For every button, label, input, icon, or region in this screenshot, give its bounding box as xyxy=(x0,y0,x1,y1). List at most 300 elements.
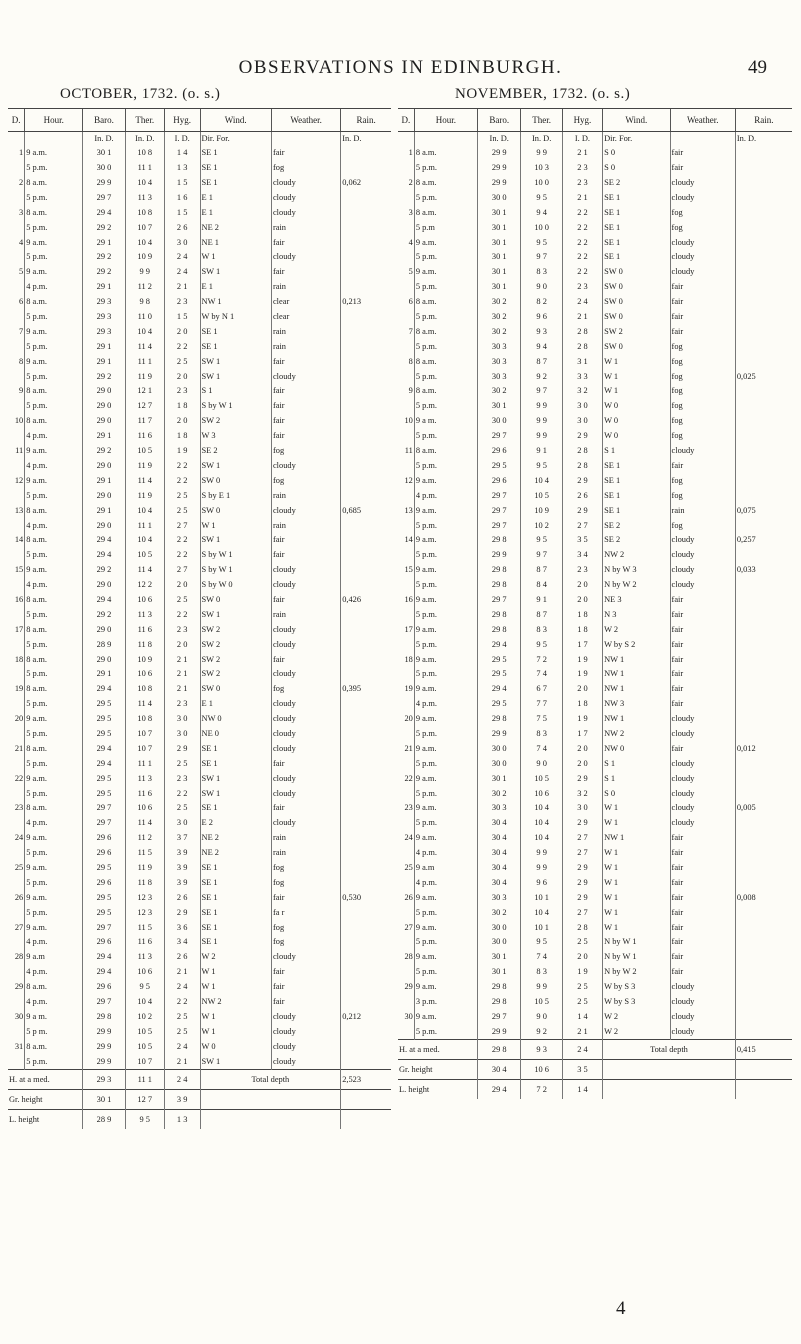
wind-cell: SE 1 xyxy=(603,191,670,206)
hyg-cell: 2 5 xyxy=(164,593,200,608)
day-cell xyxy=(8,995,25,1010)
wind-cell: SW 0 xyxy=(603,340,670,355)
table-row xyxy=(398,563,792,578)
hour-cell: 5 p.m. xyxy=(25,846,83,861)
weather-cell: cloudy xyxy=(271,503,340,518)
table-row xyxy=(8,801,391,816)
hour-cell: 9 a m. xyxy=(414,414,477,429)
day-cell xyxy=(8,697,25,712)
hyg-cell: 1 5 xyxy=(164,176,200,191)
day-cell: 26 xyxy=(404,892,413,902)
rain-cell xyxy=(341,846,391,861)
baro-cell: 29 4 xyxy=(83,682,125,697)
wind-cell: NE 0 xyxy=(200,727,271,742)
table-row xyxy=(398,771,792,786)
baro-cell: 29 1 xyxy=(83,429,125,444)
hyg-cell: 1 6 xyxy=(164,191,200,206)
hour-cell: 5 p.m. xyxy=(414,161,477,176)
baro-cell: 29 5 xyxy=(83,861,125,876)
summary-label: H. at a med. xyxy=(398,1040,477,1060)
november-title: NOVEMBER, 1732. (o. s.) xyxy=(455,86,631,102)
rain-cell xyxy=(735,176,792,191)
hour-cell: 5 p m. xyxy=(25,1025,83,1040)
hyg-cell: 2 9 xyxy=(562,876,602,891)
hour-cell: 5 p.m. xyxy=(25,310,83,325)
weather-cell: fog xyxy=(271,444,340,459)
wind-cell: E 1 xyxy=(200,280,271,295)
day-cell: 22 xyxy=(14,773,24,783)
day-cell xyxy=(8,459,25,474)
ther-cell: 9 6 xyxy=(521,876,562,891)
rain-cell xyxy=(341,533,391,548)
ther-cell: 10 5 xyxy=(125,444,164,459)
table-row xyxy=(8,608,391,623)
col-wind-header: Wind. xyxy=(200,109,271,132)
table-row xyxy=(398,786,792,801)
hour-cell: 9 a.m. xyxy=(25,325,83,340)
hour-cell: 8 a.m. xyxy=(25,533,83,548)
rain-cell: 0,075 xyxy=(735,503,792,518)
day-cell xyxy=(398,161,414,176)
rain-cell xyxy=(341,801,391,816)
weather-cell: fair xyxy=(271,548,340,563)
rain-cell: 0,062 xyxy=(341,176,391,191)
hyg-cell: 3 0 xyxy=(164,727,200,742)
ther-cell: 10 2 xyxy=(521,518,562,533)
baro-cell: 30 3 xyxy=(477,801,521,816)
hyg-cell: 3 2 xyxy=(562,786,602,801)
wind-cell: N by W 2 xyxy=(603,578,670,593)
hyg-cell: 1 9 xyxy=(562,667,602,682)
hour-cell: 5 p.m. xyxy=(25,250,83,265)
ther-cell: 9 9 xyxy=(521,414,562,429)
hour-cell: 4 p.m. xyxy=(25,429,83,444)
weather-cell: fair xyxy=(271,891,340,906)
weather-cell: cloudy xyxy=(271,250,340,265)
weather-cell: cloudy xyxy=(271,1054,340,1069)
weather-cell: cloudy xyxy=(271,637,340,652)
weather-cell: rain xyxy=(271,608,340,623)
weather-cell: fog xyxy=(670,399,735,414)
hour-cell: 9 a.m. xyxy=(25,235,83,250)
weather-cell: fair xyxy=(670,935,735,950)
summary-hyg: 3 9 xyxy=(164,1090,200,1110)
table-row xyxy=(8,146,391,161)
weather-cell: fair xyxy=(670,697,735,712)
rain-unit: In. D. xyxy=(735,132,792,147)
ther-cell: 6 7 xyxy=(521,682,562,697)
rain-cell xyxy=(341,325,391,340)
wind-cell: SW 0 xyxy=(200,682,271,697)
ther-cell: 10 7 xyxy=(125,727,164,742)
table-row xyxy=(398,578,792,593)
summary-row xyxy=(398,1060,792,1080)
day-cell xyxy=(398,250,414,265)
day-cell: 11 xyxy=(404,446,413,456)
wind-cell: SW 1 xyxy=(200,369,271,384)
weather-cell: fog xyxy=(670,518,735,533)
baro-cell: 29 7 xyxy=(83,995,125,1010)
day-cell xyxy=(8,548,25,563)
table-row xyxy=(8,459,391,474)
hyg-cell: 2 2 xyxy=(164,533,200,548)
hyg-cell: 1 5 xyxy=(164,310,200,325)
rain-cell xyxy=(735,965,792,980)
hour-cell: 5 p.m. xyxy=(414,399,477,414)
day-cell xyxy=(398,518,414,533)
table-row xyxy=(398,191,792,206)
hour-cell: 9 a.m. xyxy=(414,682,477,697)
rain-cell xyxy=(735,548,792,563)
rain-cell xyxy=(341,399,391,414)
rain-cell xyxy=(341,608,391,623)
rain-cell xyxy=(735,429,792,444)
ther-cell: 11 4 xyxy=(125,816,164,831)
rain-cell xyxy=(341,935,391,950)
day-cell xyxy=(398,995,414,1010)
day-cell xyxy=(398,191,414,206)
table-row xyxy=(8,414,391,429)
day-cell xyxy=(398,876,414,891)
weather-cell: cloudy xyxy=(271,950,340,965)
hyg-cell: 2 1 xyxy=(562,191,602,206)
rain-cell xyxy=(341,518,391,533)
table-row xyxy=(398,935,792,950)
hour-cell: 5 p.m. xyxy=(414,905,477,920)
table-row xyxy=(398,757,792,772)
ther-cell: 11 1 xyxy=(125,354,164,369)
hyg-cell: 2 5 xyxy=(164,1025,200,1040)
day-cell xyxy=(8,786,25,801)
hyg-cell: 2 3 xyxy=(164,295,200,310)
table-row xyxy=(8,280,391,295)
day-cell: 1 xyxy=(408,148,413,158)
ther-cell: 11 5 xyxy=(125,920,164,935)
table-row xyxy=(8,712,391,727)
hour-cell: 9 a.m. xyxy=(414,474,477,489)
wind-cell: SW 0 xyxy=(603,310,670,325)
wind-cell: SE 1 xyxy=(200,891,271,906)
weather-cell: fog xyxy=(670,384,735,399)
baro-cell: 29 2 xyxy=(83,608,125,623)
ther-cell: 9 1 xyxy=(521,444,562,459)
weather-unit xyxy=(271,132,340,147)
baro-cell: 30 1 xyxy=(477,265,521,280)
hour-cell: 8 a.m. xyxy=(25,176,83,191)
wind-cell: S 1 xyxy=(603,444,670,459)
rain-cell xyxy=(341,727,391,742)
baro-cell: 29 5 xyxy=(477,459,521,474)
weather-cell: cloudy xyxy=(670,1010,735,1025)
baro-cell: 29 8 xyxy=(477,623,521,638)
ther-cell: 10 4 xyxy=(521,816,562,831)
hour-cell: 5 p.m. xyxy=(414,548,477,563)
hour-cell: 9 a.m. xyxy=(25,712,83,727)
hour-cell: 8 a.m. xyxy=(414,444,477,459)
summary-hyg: 1 3 xyxy=(164,1110,200,1130)
baro-cell: 29 0 xyxy=(83,623,125,638)
wind-cell: SW 2 xyxy=(200,667,271,682)
wind-cell: W 2 xyxy=(200,950,271,965)
baro-cell: 29 2 xyxy=(83,369,125,384)
summary-note: Total depth xyxy=(200,1070,341,1090)
rain-cell xyxy=(341,831,391,846)
ther-cell: 9 5 xyxy=(521,935,562,950)
rain-cell xyxy=(735,861,792,876)
rain-cell xyxy=(341,667,391,682)
rain-cell xyxy=(341,384,391,399)
table-row xyxy=(398,861,792,876)
summary-label: H. at a med. xyxy=(8,1070,83,1090)
hour-cell: 4 p.m. xyxy=(25,995,83,1010)
ther-cell: 11 2 xyxy=(125,280,164,295)
day-cell xyxy=(8,191,25,206)
weather-cell: rain xyxy=(271,325,340,340)
hyg-cell: 2 0 xyxy=(562,757,602,772)
hour-cell: 5 p.m. xyxy=(414,727,477,742)
baro-cell: 30 1 xyxy=(477,950,521,965)
baro-cell: 29 4 xyxy=(477,637,521,652)
ther-cell: 10 8 xyxy=(125,206,164,221)
wind-cell: W 1 xyxy=(200,980,271,995)
hyg-cell: 1 7 xyxy=(562,727,602,742)
wind-cell: SE 1 xyxy=(200,176,271,191)
table-row xyxy=(8,176,391,191)
day-cell xyxy=(398,548,414,563)
summary-baro: 30 4 xyxy=(477,1060,521,1080)
ther-cell: 8 7 xyxy=(521,354,562,369)
hyg-cell: 2 5 xyxy=(562,995,602,1010)
ther-cell: 11 9 xyxy=(125,861,164,876)
wind-cell: W 1 xyxy=(200,1010,271,1025)
rain-cell xyxy=(341,310,391,325)
weather-cell: cloudy xyxy=(271,697,340,712)
rain-cell xyxy=(735,384,792,399)
wind-cell: SE 1 xyxy=(603,459,670,474)
hour-cell: 5 p.m. xyxy=(414,459,477,474)
hour-cell: 3 p.m. xyxy=(414,995,477,1010)
hyg-cell: 2 3 xyxy=(164,384,200,399)
day-cell xyxy=(398,220,414,235)
wind-cell: NW 1 xyxy=(200,295,271,310)
ther-cell: 10 0 xyxy=(521,176,562,191)
day-cell: 4 xyxy=(19,237,24,247)
table-row xyxy=(8,354,391,369)
rain-cell xyxy=(735,235,792,250)
ther-cell: 9 9 xyxy=(521,861,562,876)
weather-cell: cloudy xyxy=(670,563,735,578)
table-row xyxy=(8,771,391,786)
summary-row xyxy=(8,1090,391,1110)
weather-cell: cloudy xyxy=(271,578,340,593)
summary-hyg: 2 4 xyxy=(562,1040,602,1060)
ther-cell: 7 2 xyxy=(521,652,562,667)
hyg-cell: 2 7 xyxy=(562,846,602,861)
wind-cell: SW 0 xyxy=(603,295,670,310)
day-cell xyxy=(8,876,25,891)
baro-cell: 29 9 xyxy=(477,146,521,161)
rain-cell: 0,033 xyxy=(735,563,792,578)
ther-cell: 8 3 xyxy=(521,965,562,980)
day-cell: 30 xyxy=(404,1011,413,1021)
baro-cell: 29 2 xyxy=(83,444,125,459)
wind-cell: SE 1 xyxy=(603,488,670,503)
hyg-cell: 2 3 xyxy=(562,161,602,176)
hour-cell: 9 a.m. xyxy=(414,235,477,250)
baro-cell: 29 5 xyxy=(83,697,125,712)
ther-cell: 11 8 xyxy=(125,876,164,891)
hyg-cell: 2 9 xyxy=(562,429,602,444)
table-row xyxy=(8,861,391,876)
wind-cell: SW 0 xyxy=(200,503,271,518)
weather-cell: rain xyxy=(670,503,735,518)
summary-label: Gr. height xyxy=(8,1090,83,1110)
table-row xyxy=(398,295,792,310)
weather-cell: fog xyxy=(670,488,735,503)
col-weather-header: Weather. xyxy=(271,109,340,132)
table-row xyxy=(398,429,792,444)
weather-cell: cloudy xyxy=(670,235,735,250)
day-cell: 8 xyxy=(19,356,24,366)
weather-cell: rain xyxy=(271,220,340,235)
baro-cell: 29 5 xyxy=(83,727,125,742)
ther-cell: 11 4 xyxy=(125,474,164,489)
weather-cell: cloudy xyxy=(670,176,735,191)
ther-cell: 11 1 xyxy=(125,161,164,176)
weather-cell: cloudy xyxy=(670,757,735,772)
wind-cell: NE 2 xyxy=(200,831,271,846)
ther-cell: 10 7 xyxy=(125,742,164,757)
wind-cell: E 1 xyxy=(200,206,271,221)
header-row xyxy=(398,109,792,132)
table-row xyxy=(8,563,391,578)
wind-cell: SW 1 xyxy=(200,771,271,786)
hour-cell: 8 a.m. xyxy=(25,206,83,221)
weather-cell: cloudy xyxy=(670,786,735,801)
weather-cell: fair xyxy=(271,429,340,444)
table-row xyxy=(398,712,792,727)
wind-cell: SE 1 xyxy=(603,503,670,518)
hyg-cell: 1 9 xyxy=(562,965,602,980)
rain-cell xyxy=(341,1025,391,1040)
hyg-cell: 3 2 xyxy=(562,384,602,399)
table-row xyxy=(398,340,792,355)
ther-cell: 9 1 xyxy=(521,593,562,608)
ther-cell: 10 5 xyxy=(521,488,562,503)
hour-cell: 9 a.m. xyxy=(25,474,83,489)
weather-cell: rain xyxy=(271,846,340,861)
baro-cell: 30 4 xyxy=(477,846,521,861)
table-row xyxy=(398,280,792,295)
ther-unit: In. D. xyxy=(521,132,562,147)
weather-cell: fog xyxy=(271,935,340,950)
baro-cell: 29 4 xyxy=(83,742,125,757)
table-row xyxy=(398,444,792,459)
baro-cell: 30 1 xyxy=(477,220,521,235)
hyg-cell: 2 5 xyxy=(562,935,602,950)
ther-cell: 9 9 xyxy=(125,265,164,280)
baro-cell: 30 1 xyxy=(477,206,521,221)
baro-cell: 29 8 xyxy=(477,608,521,623)
wind-unit: Dir. For. xyxy=(603,132,670,147)
day-cell xyxy=(398,488,414,503)
weather-cell: fair xyxy=(271,235,340,250)
ther-cell: 7 4 xyxy=(521,950,562,965)
day-cell: 14 xyxy=(14,535,24,545)
november-body xyxy=(398,132,792,1100)
day-cell: 7 xyxy=(19,326,24,336)
wind-cell: NE 3 xyxy=(603,593,670,608)
rain-cell xyxy=(341,191,391,206)
rain-cell xyxy=(735,325,792,340)
day-cell xyxy=(8,399,25,414)
weather-cell: cloudy xyxy=(670,444,735,459)
baro-cell: 29 8 xyxy=(83,1010,125,1025)
baro-cell: 30 4 xyxy=(477,876,521,891)
col-hyg-header: Hyg. xyxy=(562,109,602,132)
wind-cell: SE 1 xyxy=(200,146,271,161)
wind-cell: W 1 xyxy=(603,905,670,920)
hour-cell: 8 a.m. xyxy=(25,742,83,757)
wind-cell: SE 1 xyxy=(200,876,271,891)
wind-cell: SE 2 xyxy=(603,533,670,548)
day-cell: 5 xyxy=(408,267,413,277)
wind-cell: SE 2 xyxy=(603,518,670,533)
weather-cell: fog xyxy=(670,474,735,489)
hour-cell: 5 p.m. xyxy=(25,191,83,206)
hyg-cell: 2 2 xyxy=(164,459,200,474)
hour-cell: 8 a.m. xyxy=(414,384,477,399)
hour-cell: 9 a.m. xyxy=(414,831,477,846)
table-row xyxy=(8,399,391,414)
baro-cell: 30 2 xyxy=(477,786,521,801)
hyg-cell: 2 3 xyxy=(164,697,200,712)
hyg-cell: 2 4 xyxy=(164,1039,200,1054)
baro-cell: 29 5 xyxy=(477,667,521,682)
wind-cell: W 0 xyxy=(200,1039,271,1054)
hyg-cell: 2 4 xyxy=(164,265,200,280)
rain-cell xyxy=(735,474,792,489)
wind-cell: SE 1 xyxy=(200,742,271,757)
summary-rain xyxy=(735,1080,792,1100)
day-cell xyxy=(8,935,25,950)
weather-cell: fair xyxy=(670,608,735,623)
ther-cell: 10 1 xyxy=(521,920,562,935)
wind-cell: SE 1 xyxy=(200,801,271,816)
hyg-cell: 3 9 xyxy=(164,846,200,861)
summary-baro: 30 1 xyxy=(83,1090,125,1110)
day-cell: 13 xyxy=(14,505,24,515)
baro-cell: 29 7 xyxy=(83,816,125,831)
hour-cell: 5 p.m. xyxy=(414,757,477,772)
rain-cell xyxy=(341,1039,391,1054)
ther-cell: 8 2 xyxy=(521,295,562,310)
wind-cell: W 1 xyxy=(603,801,670,816)
table-row xyxy=(398,1010,792,1025)
day-cell: 16 xyxy=(404,594,413,604)
table-row xyxy=(8,742,391,757)
ther-cell: 11 8 xyxy=(125,637,164,652)
summary-hyg: 1 4 xyxy=(562,1080,602,1100)
page-number: 49 xyxy=(748,57,767,78)
baro-cell: 29 1 xyxy=(83,280,125,295)
baro-cell: 29 9 xyxy=(477,1025,521,1040)
weather-cell: cloudy xyxy=(271,369,340,384)
hour-cell: 9 a.m. xyxy=(25,771,83,786)
col-day-header: D. xyxy=(398,109,414,132)
ther-cell: 10 2 xyxy=(125,1010,164,1025)
rain-unit: In. D. xyxy=(341,132,391,147)
